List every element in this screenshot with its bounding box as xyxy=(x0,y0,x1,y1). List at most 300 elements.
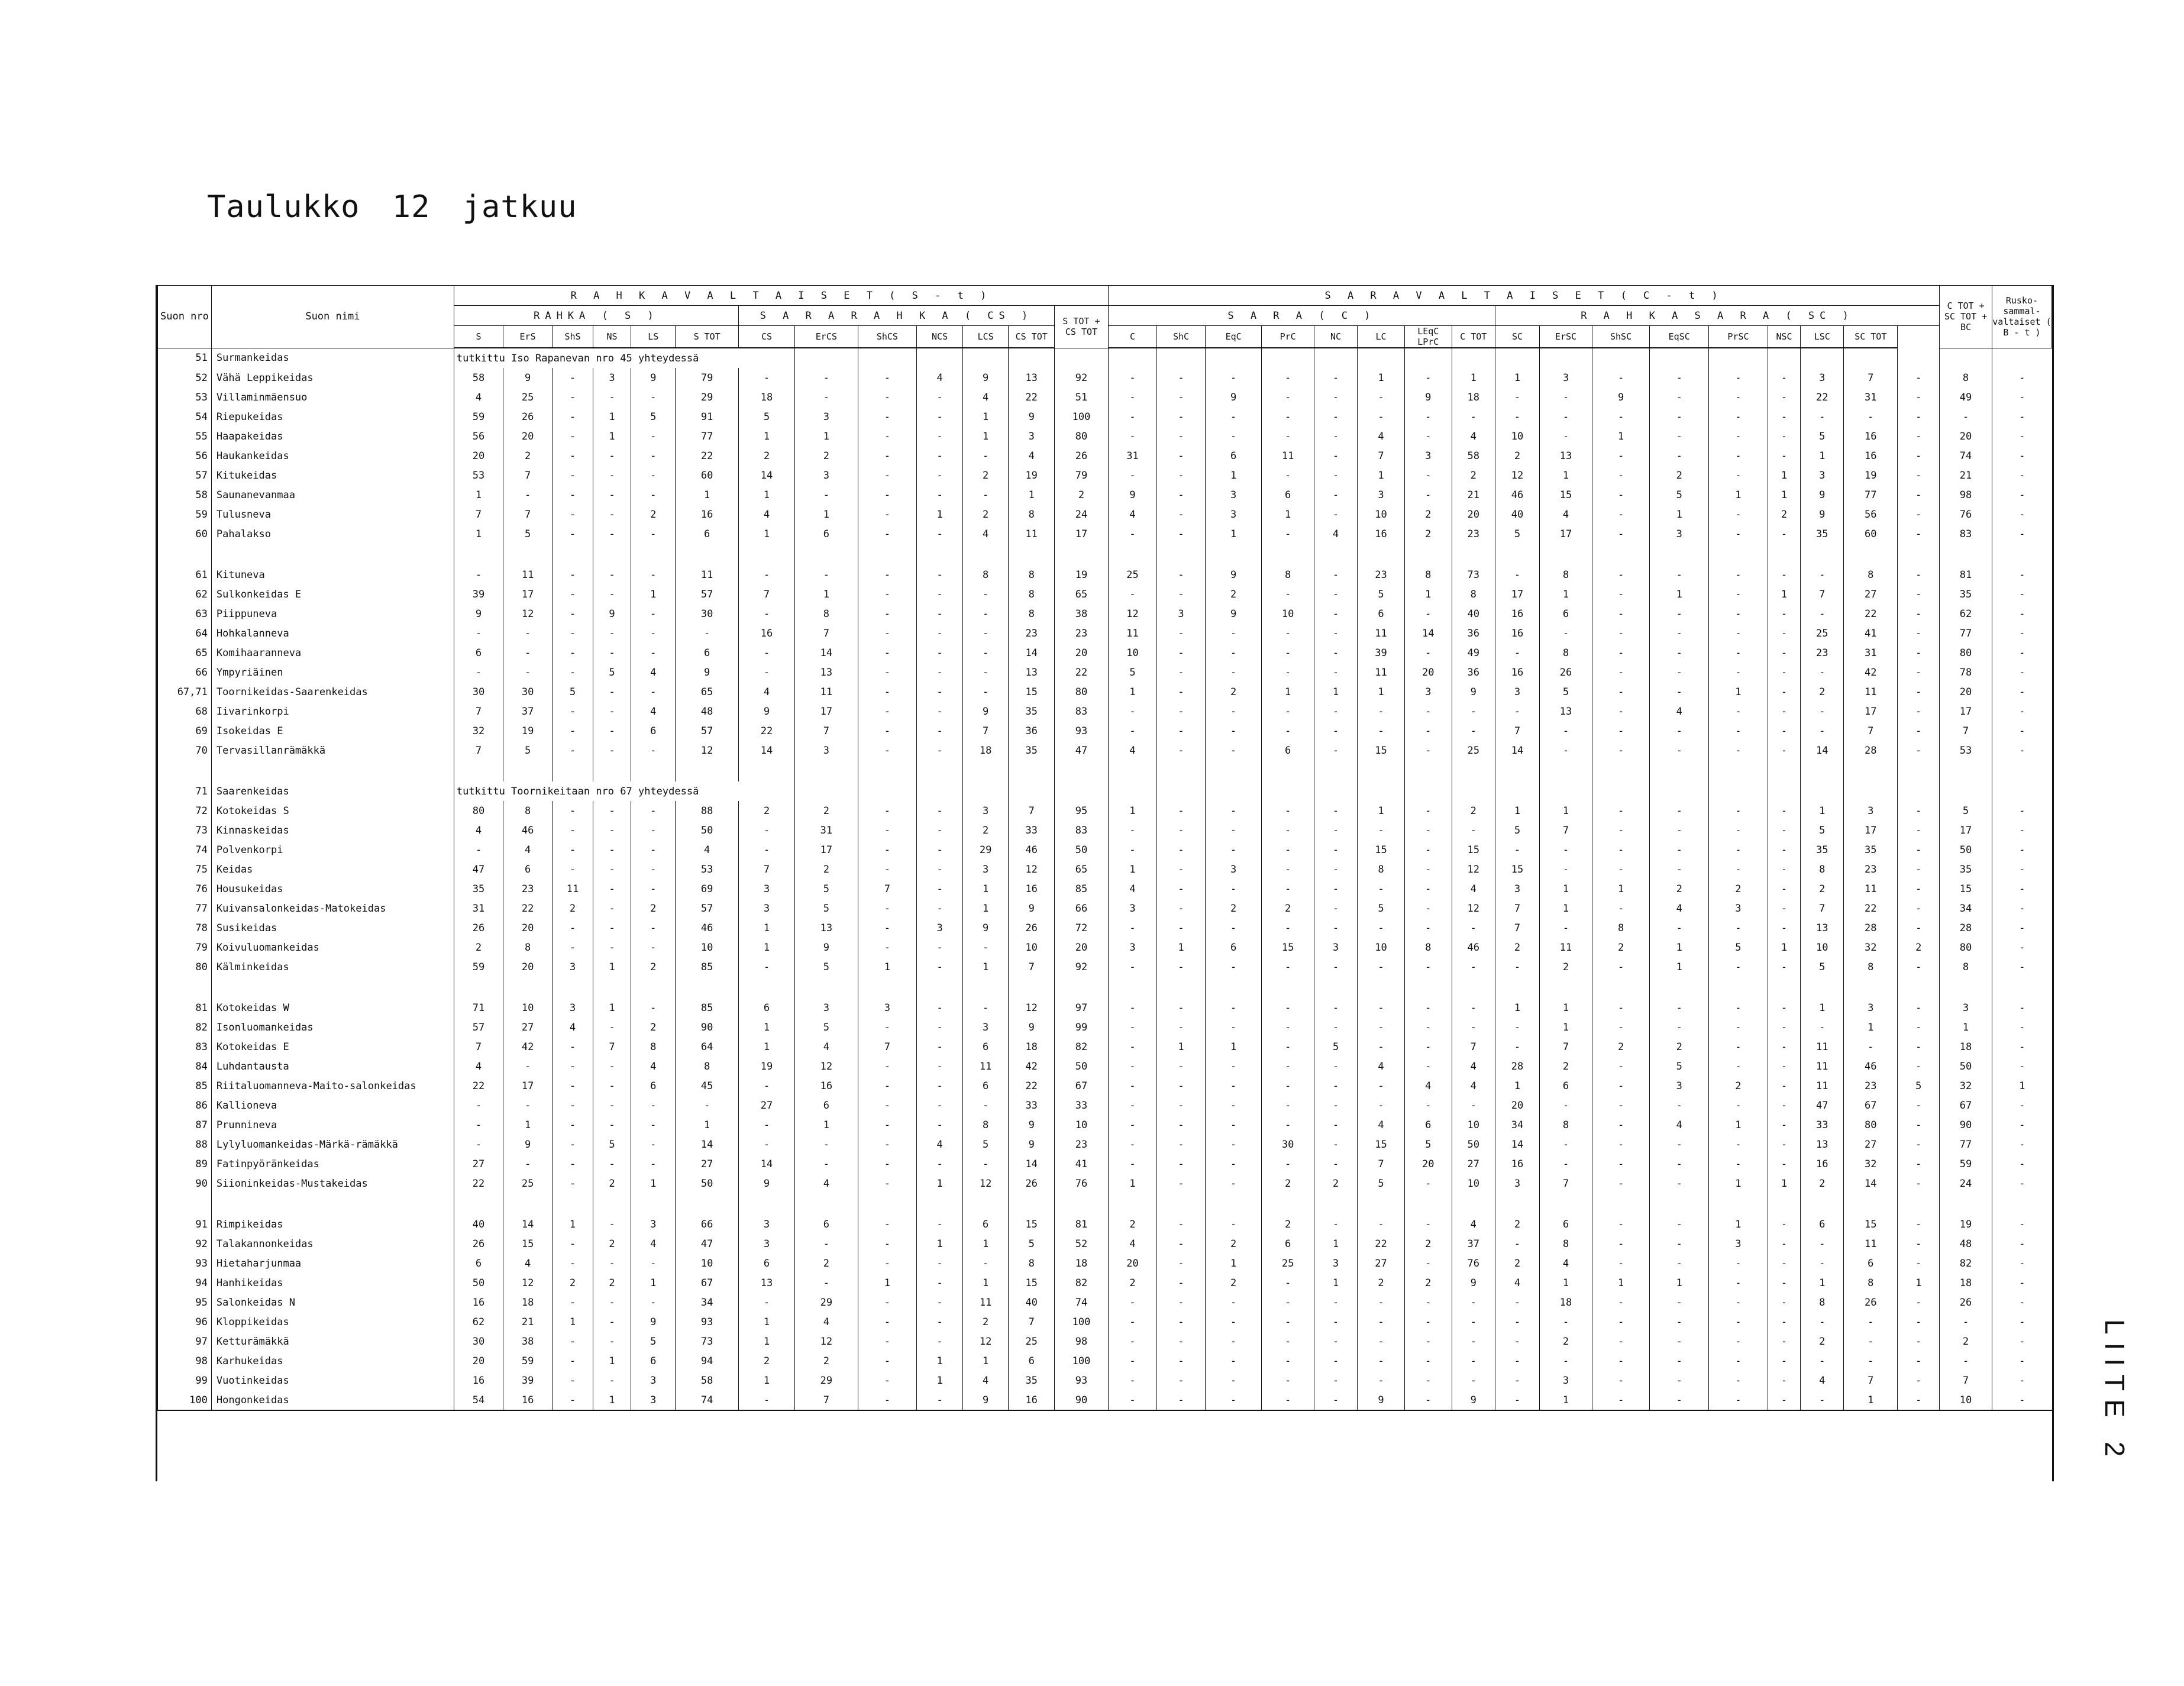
cell-value: - xyxy=(1801,702,1844,721)
cell-value: - xyxy=(917,1215,963,1234)
spacer-cell xyxy=(454,760,503,781)
cell-value: 25 xyxy=(1009,1332,1055,1351)
cell-value: - xyxy=(1650,840,1709,860)
cell-value: - xyxy=(593,1332,631,1351)
cell-value: 14 xyxy=(1404,624,1452,643)
cell-value: - xyxy=(1768,1371,1800,1390)
cell-value: 1 xyxy=(454,485,503,505)
cell-value: 12 xyxy=(1009,998,1055,1018)
cell-value: 42 xyxy=(1844,663,1898,682)
cell-value: 5 xyxy=(1495,821,1539,840)
cell-value: - xyxy=(1650,1174,1709,1193)
cell-value: - xyxy=(1404,1018,1452,1037)
cell-value: 53 xyxy=(454,466,503,485)
cell-value: - xyxy=(553,663,593,682)
cell-value: 3 xyxy=(631,1371,676,1390)
cell-value: - xyxy=(593,643,631,663)
cell-value: 22 xyxy=(1009,1076,1055,1096)
cell-suon-nro: 87 xyxy=(158,1115,212,1135)
cell-value: 2 xyxy=(1592,1037,1650,1057)
cell-value: 7 xyxy=(738,584,794,604)
cell-value: 11 xyxy=(795,682,858,702)
cell-value: 7 xyxy=(962,721,1009,741)
cell-suon-nro: 91 xyxy=(158,1215,212,1234)
cell-value: 23 xyxy=(1358,565,1405,584)
cell-value: - xyxy=(1709,821,1768,840)
cell-value: 11 xyxy=(1109,624,1157,643)
cell-value: - xyxy=(795,368,858,387)
cell-value: 2 xyxy=(962,466,1009,485)
cell-value: - xyxy=(1592,663,1650,682)
cell-value: 1 xyxy=(503,1115,553,1135)
cell-value: 46 xyxy=(1495,485,1539,505)
cell-value xyxy=(1206,348,1262,368)
cell-value: - xyxy=(676,1096,738,1115)
column-header: NS xyxy=(593,326,631,348)
cell-value: - xyxy=(1992,368,2051,387)
cell-value: 1 xyxy=(593,998,631,1018)
cell-value: - xyxy=(1592,446,1650,466)
spacer-cell xyxy=(1358,977,1405,998)
cell-value: 11 xyxy=(1540,938,1592,957)
cell-value: 2 xyxy=(1109,1215,1157,1234)
cell-value: - xyxy=(593,505,631,524)
cell-value: 90 xyxy=(1054,1390,1108,1410)
cell-value: - xyxy=(1768,682,1800,702)
cell-value: 6 xyxy=(1009,1351,1055,1371)
cell-value: - xyxy=(1992,821,2051,840)
cell-value: 7 xyxy=(738,860,794,879)
cell-value: 90 xyxy=(676,1018,738,1037)
cell-value: 9 xyxy=(1009,899,1055,918)
cell-suon-nimi: Riepukeidas xyxy=(211,407,454,427)
cell-value: - xyxy=(1768,663,1800,682)
cell-value: - xyxy=(917,1096,963,1115)
spacer-cell xyxy=(1452,544,1495,565)
cell-suon-nro: 97 xyxy=(158,1332,212,1351)
cell-value: - xyxy=(738,368,794,387)
cell-value: 10 xyxy=(1358,938,1405,957)
cell-value: - xyxy=(1992,1371,2051,1390)
spacer-cell xyxy=(1054,1193,1108,1215)
cell-value: 1 xyxy=(917,1174,963,1193)
cell-value: - xyxy=(593,899,631,918)
cell-value: - xyxy=(858,840,917,860)
cell-value: - xyxy=(1206,643,1262,663)
cell-value: - xyxy=(1709,524,1768,544)
cell-value: - xyxy=(917,1293,963,1312)
cell-value: 100 xyxy=(1054,1312,1108,1332)
cell-value: 2 xyxy=(553,899,593,918)
cell-value: 3 xyxy=(1940,998,1992,1018)
cell-value: 22 xyxy=(1844,899,1898,918)
cell-value: - xyxy=(1992,1254,2051,1273)
cell-value: - xyxy=(1314,1076,1357,1096)
cell-value: 2 xyxy=(1452,466,1495,485)
cell-suon-nro: 62 xyxy=(158,584,212,604)
cell-value: 7 xyxy=(503,505,553,524)
cell-value: - xyxy=(1157,1234,1206,1254)
cell-value: 8 xyxy=(1801,1293,1844,1312)
cell-value: 11 xyxy=(1801,1057,1844,1076)
cell-value: - xyxy=(1404,485,1452,505)
cell-value: 23 xyxy=(1009,624,1055,643)
cell-value: - xyxy=(553,918,593,938)
header-saravaltaiset: S A R A V A L T A I S E T ( C - t ) xyxy=(1109,286,1940,306)
cell-value: - xyxy=(1992,427,2051,446)
cell-value: 1 xyxy=(1109,682,1157,702)
cell-value: - xyxy=(1650,407,1709,427)
cell-value: 36 xyxy=(1009,721,1055,741)
cell-value: - xyxy=(1768,446,1800,466)
cell-value: 1 xyxy=(1262,505,1314,524)
cell-value: - xyxy=(1844,1037,1898,1057)
cell-value: 3 xyxy=(738,1215,794,1234)
cell-value: - xyxy=(738,663,794,682)
cell-value xyxy=(1358,781,1405,801)
cell-value xyxy=(1262,781,1314,801)
cell-suon-nimi: Hohkalanneva xyxy=(211,624,454,643)
cell-value: - xyxy=(593,1371,631,1390)
cell-value: 33 xyxy=(1009,1096,1055,1115)
spacer-cell xyxy=(1650,977,1709,998)
cell-value: 9 xyxy=(503,1135,553,1154)
cell-value: 6 xyxy=(1206,446,1262,466)
cell-value: 30 xyxy=(1262,1135,1314,1154)
cell-value: 1 xyxy=(1358,368,1405,387)
cell-value: 53 xyxy=(676,860,738,879)
cell-value: - xyxy=(858,663,917,682)
spacer-cell xyxy=(553,760,593,781)
cell-value: 7 xyxy=(1495,899,1539,918)
spacer-cell xyxy=(676,1193,738,1215)
spacer-cell xyxy=(1592,544,1650,565)
cell-value: - xyxy=(553,1293,593,1312)
cell-value: - xyxy=(1452,957,1495,977)
cell-value: 30 xyxy=(454,682,503,702)
cell-value: 1 xyxy=(1801,801,1844,821)
cell-value: - xyxy=(503,1096,553,1115)
spacer-cell xyxy=(1054,544,1108,565)
cell-value: 1 xyxy=(962,1234,1009,1254)
cell-value: 4 xyxy=(1109,879,1157,899)
cell-value: - xyxy=(1495,1293,1539,1312)
cell-value: 23 xyxy=(1844,1076,1898,1096)
cell-value: - xyxy=(1157,565,1206,584)
spacer-cell xyxy=(1709,760,1768,781)
spacer-cell xyxy=(917,760,963,781)
cell-value: - xyxy=(1262,1154,1314,1174)
spacer-cell xyxy=(1992,1193,2051,1215)
cell-value: - xyxy=(1109,427,1157,446)
spacer-cell xyxy=(1992,977,2051,998)
cell-value: 4 xyxy=(454,387,503,407)
cell-value: - xyxy=(795,387,858,407)
cell-value: - xyxy=(1709,741,1768,760)
cell-value: - xyxy=(1157,821,1206,840)
cell-value: 25 xyxy=(1109,565,1157,584)
cell-value: - xyxy=(1452,1096,1495,1115)
column-header: ErS xyxy=(503,326,553,348)
cell-value: 99 xyxy=(1054,1018,1108,1037)
cell-value: - xyxy=(1157,1371,1206,1390)
cell-value: 14 xyxy=(738,741,794,760)
cell-value: - xyxy=(1992,1351,2051,1371)
cell-value xyxy=(1898,781,1940,801)
cell-value: 15 xyxy=(1452,840,1495,860)
cell-value: - xyxy=(1768,1096,1800,1115)
cell-value: - xyxy=(1314,663,1357,682)
cell-suon-nimi: Toornikeidas-Saarenkeidas xyxy=(211,682,454,702)
cell-value: - xyxy=(1109,1312,1157,1332)
cell-value: 14 xyxy=(795,643,858,663)
cell-value: - xyxy=(858,565,917,584)
cell-value: 76 xyxy=(1452,1254,1495,1273)
cell-value: 6 xyxy=(631,721,676,741)
cell-value: 4 xyxy=(795,1037,858,1057)
cell-value: 9 xyxy=(631,368,676,387)
cell-value: 81 xyxy=(1054,1215,1108,1234)
cell-value: 15 xyxy=(1009,1273,1055,1293)
table-row xyxy=(158,1312,2052,1332)
table-row xyxy=(158,1096,2052,1115)
cell-value: - xyxy=(1495,1351,1539,1371)
cell-value: - xyxy=(1709,860,1768,879)
cell-value: - xyxy=(1157,1254,1206,1273)
cell-value: 1 xyxy=(553,1215,593,1234)
cell-value: 1 xyxy=(1844,1390,1898,1410)
cell-value: 5 xyxy=(962,1135,1009,1154)
cell-value: 4 xyxy=(1650,899,1709,918)
cell-value: 1 xyxy=(917,1371,963,1390)
cell-value xyxy=(1452,348,1495,368)
cell-value: 26 xyxy=(1940,1293,1992,1312)
cell-value: 23 xyxy=(1452,524,1495,544)
cell-value: 18 xyxy=(1009,1037,1055,1057)
cell-value: - xyxy=(553,387,593,407)
cell-value: 6 xyxy=(631,1076,676,1096)
cell-suon-nro: 54 xyxy=(158,407,212,427)
cell-value: - xyxy=(1844,1351,1898,1371)
cell-value: 59 xyxy=(1940,1154,1992,1174)
cell-value: 7 xyxy=(1009,801,1055,821)
cell-value: 39 xyxy=(454,584,503,604)
cell-value: 30 xyxy=(454,1332,503,1351)
cell-value: 5 xyxy=(503,524,553,544)
cell-value: 7 xyxy=(1358,1154,1405,1174)
cell-value: - xyxy=(1314,1096,1357,1115)
cell-value: - xyxy=(1898,427,1940,446)
cell-value: - xyxy=(962,584,1009,604)
cell-value: 2 xyxy=(1206,584,1262,604)
cell-suon-nimi: Kitukeidas xyxy=(211,466,454,485)
cell-value: - xyxy=(1898,702,1940,721)
cell-value: - xyxy=(553,624,593,643)
cell-suon-nimi: Housukeidas xyxy=(211,879,454,899)
cell-value: 1 xyxy=(858,1273,917,1293)
cell-value xyxy=(1054,781,1108,801)
cell-value: - xyxy=(1898,1135,1940,1154)
table-row xyxy=(158,801,2052,821)
cell-value: 9 xyxy=(1358,1390,1405,1410)
cell-value: 35 xyxy=(1801,524,1844,544)
cell-value: 46 xyxy=(676,918,738,938)
cell-value: 20 xyxy=(1404,663,1452,682)
cell-value: 3 xyxy=(1404,682,1452,702)
cell-value: - xyxy=(1206,1115,1262,1135)
cell-value: - xyxy=(1452,998,1495,1018)
cell-value: - xyxy=(1992,879,2051,899)
cell-value: - xyxy=(738,821,794,840)
cell-value: - xyxy=(1262,821,1314,840)
cell-value: 4 xyxy=(1452,427,1495,446)
cell-value: 20 xyxy=(1054,938,1108,957)
cell-value: - xyxy=(1109,957,1157,977)
cell-value: 1 xyxy=(1709,1174,1768,1193)
cell-value: 5 xyxy=(1801,821,1844,840)
cell-suon-nro: 86 xyxy=(158,1096,212,1115)
appendix-label: LIITE 2 xyxy=(2099,1319,2130,1465)
cell-value: - xyxy=(593,1154,631,1174)
cell-value: - xyxy=(1206,721,1262,741)
cell-value: - xyxy=(1157,860,1206,879)
cell-value: - xyxy=(1262,1057,1314,1076)
cell-value: - xyxy=(858,741,917,760)
cell-value: 2 xyxy=(1940,1332,1992,1351)
cell-value: 29 xyxy=(962,840,1009,860)
cell-value: 1 xyxy=(631,584,676,604)
cell-value: - xyxy=(858,584,917,604)
cell-value: 1 xyxy=(1358,682,1405,702)
cell-value: 47 xyxy=(676,1234,738,1254)
column-header: LSC xyxy=(1801,326,1844,348)
cell-value: - xyxy=(553,1254,593,1273)
spacer-cell xyxy=(1009,977,1055,998)
spacer-cell xyxy=(1540,1193,1592,1215)
cell-value: 2 xyxy=(631,957,676,977)
cell-value: 4 xyxy=(1495,1273,1539,1293)
cell-value: 65 xyxy=(676,682,738,702)
spacer-cell xyxy=(962,977,1009,998)
table-row xyxy=(158,1254,2052,1273)
cell-value: 58 xyxy=(454,368,503,387)
cell-value: - xyxy=(1898,840,1940,860)
cell-value: 83 xyxy=(1054,821,1108,840)
spacer-cell xyxy=(1206,544,1262,565)
cell-value: - xyxy=(631,643,676,663)
cell-value: - xyxy=(503,624,553,643)
cell-value: - xyxy=(1768,1057,1800,1076)
cell-value: - xyxy=(1109,1135,1157,1154)
cell-value: - xyxy=(1404,1332,1452,1351)
cell-value: - xyxy=(1495,1371,1539,1390)
cell-value: - xyxy=(1992,1234,2051,1254)
cell-value: 20 xyxy=(454,446,503,466)
cell-value: - xyxy=(1314,821,1357,840)
cell-value: - xyxy=(858,466,917,485)
cell-value: - xyxy=(1452,1351,1495,1371)
cell-value: 2 xyxy=(1206,1234,1262,1254)
cell-value: 74 xyxy=(676,1390,738,1410)
spacer-cell xyxy=(503,1193,553,1215)
cell-value: - xyxy=(1206,1018,1262,1037)
cell-value: 2 xyxy=(738,1351,794,1371)
cell-value: 2 xyxy=(1495,1215,1539,1234)
cell-value: - xyxy=(1992,663,2051,682)
cell-value xyxy=(1109,781,1157,801)
cell-value: - xyxy=(917,741,963,760)
cell-value: 7 xyxy=(454,505,503,524)
cell-value: - xyxy=(1314,1351,1357,1371)
cell-value: 2 xyxy=(1768,505,1800,524)
cell-value xyxy=(1314,781,1357,801)
cell-value: 11 xyxy=(1358,663,1405,682)
cell-value: - xyxy=(1768,1215,1800,1234)
cell-value: - xyxy=(1540,721,1592,741)
cell-value: 80 xyxy=(1940,643,1992,663)
cell-value: 1 xyxy=(738,1332,794,1351)
cell-value: 37 xyxy=(503,702,553,721)
cell-value: - xyxy=(1109,1390,1157,1410)
cell-value: 6 xyxy=(795,524,858,544)
cell-value: 5 xyxy=(503,741,553,760)
cell-value xyxy=(1768,348,1800,368)
cell-value: 16 xyxy=(1495,1154,1539,1174)
cell-value: - xyxy=(795,1273,858,1293)
cell-value: - xyxy=(631,821,676,840)
cell-value: 1 xyxy=(1358,801,1405,821)
cell-value: 1 xyxy=(1206,1037,1262,1057)
cell-value: - xyxy=(1768,1312,1800,1332)
cell-value: - xyxy=(1592,1312,1650,1332)
cell-value: 67 xyxy=(1054,1076,1108,1096)
spacer-cell xyxy=(1262,977,1314,998)
cell-value: - xyxy=(1314,1390,1357,1410)
spacer-cell xyxy=(1801,544,1844,565)
cell-value: - xyxy=(1768,1135,1800,1154)
cell-value: - xyxy=(1358,1332,1405,1351)
cell-suon-nimi: Talakannonkeidas xyxy=(211,1234,454,1254)
spacer-cell xyxy=(211,544,454,565)
cell-value: - xyxy=(1314,387,1357,407)
cell-value: - xyxy=(1650,565,1709,584)
cell-value: 32 xyxy=(1844,938,1898,957)
cell-value: 8 xyxy=(962,565,1009,584)
cell-value xyxy=(1404,781,1452,801)
cell-value: - xyxy=(1592,741,1650,760)
cell-value: 59 xyxy=(454,407,503,427)
cell-value: - xyxy=(1768,565,1800,584)
cell-value: - xyxy=(858,1234,917,1254)
header-c-tot-sc: C TOT + SC TOT + BC xyxy=(1940,286,1992,348)
cell-value: - xyxy=(1592,565,1650,584)
spacer-cell xyxy=(211,760,454,781)
cell-value: 4 xyxy=(1404,1076,1452,1096)
cell-value: - xyxy=(593,1076,631,1096)
cell-value: - xyxy=(917,427,963,446)
table-row xyxy=(158,721,2052,741)
cell-value: - xyxy=(1592,524,1650,544)
cell-value: - xyxy=(1992,938,2051,957)
cell-value: - xyxy=(553,821,593,840)
cell-value: 8 xyxy=(631,1037,676,1057)
cell-value: 7 xyxy=(1540,1037,1592,1057)
cell-value: 4 xyxy=(1540,505,1592,524)
table-row xyxy=(158,879,2052,899)
cell-value: 4 xyxy=(738,505,794,524)
cell-value: - xyxy=(1262,407,1314,427)
cell-value: - xyxy=(1592,1154,1650,1174)
